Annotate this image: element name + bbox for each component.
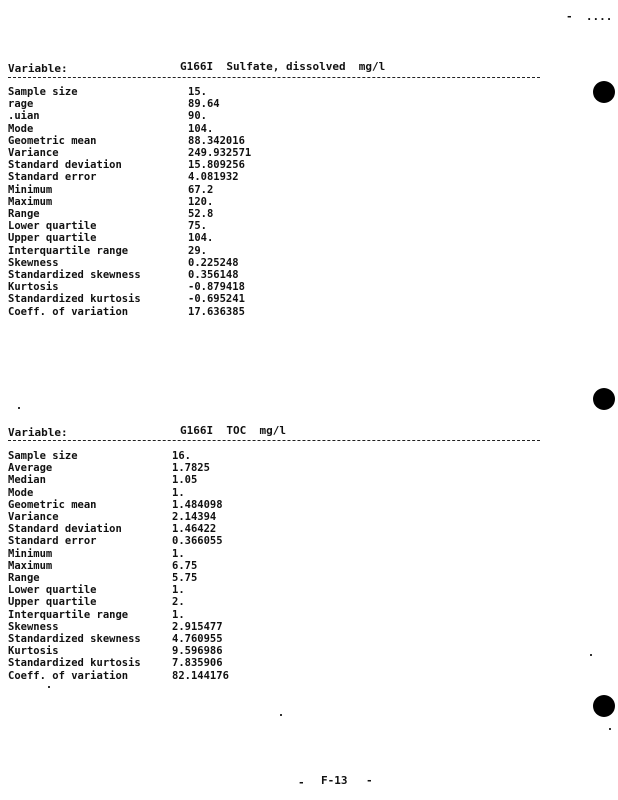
stat-label: Lower quartile bbox=[8, 584, 97, 597]
stat-label: rage bbox=[8, 98, 34, 111]
stat-label: Sample size bbox=[8, 450, 78, 462]
stat-label: Coeff. of variation bbox=[8, 669, 129, 682]
stat-value: 7.835906 bbox=[172, 657, 223, 670]
footer-dash-left: - bbox=[298, 776, 305, 789]
stat-label: .uian bbox=[8, 110, 40, 123]
stat-value: 15. bbox=[188, 86, 207, 98]
stats-table bbox=[8, 86, 308, 326]
stat-value: 0.356148 bbox=[188, 269, 239, 281]
stat-label: Standardized kurtosis bbox=[8, 293, 141, 306]
stat-value: 1.7825 bbox=[172, 462, 210, 475]
stat-value: 67.2 bbox=[188, 183, 214, 196]
stat-value: 1. bbox=[172, 486, 185, 499]
header-divider bbox=[8, 77, 540, 78]
stat-label: Median bbox=[8, 474, 46, 487]
stat-value: 1. bbox=[172, 584, 185, 597]
stat-label: Mode bbox=[8, 486, 34, 499]
header-divider bbox=[8, 440, 540, 441]
variable-label: Variable: bbox=[8, 426, 68, 439]
footer-dash-right: - bbox=[366, 774, 373, 787]
stat-label: Mode bbox=[8, 122, 34, 135]
stat-value: 17.636385 bbox=[188, 305, 245, 318]
stat-value: 75. bbox=[188, 220, 207, 233]
stat-label: Coeff. of variation bbox=[8, 305, 129, 318]
stat-value: 52.8 bbox=[188, 208, 214, 220]
stat-label: Range bbox=[8, 572, 40, 584]
variable-name: G166I TOC mg/l bbox=[180, 424, 286, 437]
punch-hole bbox=[593, 81, 615, 103]
stat-value: -0.695241 bbox=[188, 293, 245, 306]
stat-label: Variance bbox=[8, 147, 59, 159]
stat-label: Minimum bbox=[8, 547, 53, 560]
scan-speck bbox=[609, 728, 611, 730]
punch-hole bbox=[593, 695, 615, 717]
stat-label: Skewness bbox=[8, 256, 59, 269]
page-number: F-13 bbox=[321, 774, 348, 787]
variable-name: G166I Sulfate, dissolved mg/l bbox=[180, 60, 386, 73]
stat-label: Upper quartile bbox=[8, 596, 97, 609]
stat-value: 15.809256 bbox=[188, 159, 245, 172]
stat-value: 89.64 bbox=[188, 98, 220, 111]
stat-label: Range bbox=[8, 208, 40, 220]
stat-value: 6.75 bbox=[172, 559, 198, 572]
stat-value: 249.932571 bbox=[188, 147, 252, 159]
punch-hole bbox=[593, 388, 615, 410]
stat-value: 88.342016 bbox=[188, 134, 245, 147]
stat-value: 104. bbox=[188, 232, 214, 245]
stat-value: 4.760955 bbox=[172, 633, 223, 645]
scan-speck bbox=[590, 654, 592, 656]
stat-value: 2.14394 bbox=[172, 511, 217, 523]
stat-value: -0.879418 bbox=[188, 281, 245, 294]
stat-value: 2.915477 bbox=[172, 620, 223, 633]
stat-label: Standardized skewness bbox=[8, 269, 141, 281]
stat-label: Standard error bbox=[8, 535, 97, 548]
stat-label: Interquartile range bbox=[8, 244, 129, 257]
stat-label: Lower quartile bbox=[8, 220, 97, 233]
stat-label: Standardized kurtosis bbox=[8, 657, 141, 670]
stat-value: 1.46422 bbox=[172, 523, 217, 536]
stat-value: 9.596986 bbox=[172, 645, 223, 658]
variable-label: Variable: bbox=[8, 62, 68, 75]
stat-label: Maximum bbox=[8, 195, 53, 208]
stat-value: 4.081932 bbox=[188, 171, 239, 184]
scan-speck bbox=[48, 686, 50, 688]
stat-label: Upper quartile bbox=[8, 232, 97, 245]
stat-label: Standard deviation bbox=[8, 523, 122, 536]
scan-speck bbox=[18, 407, 20, 409]
scan-speck bbox=[280, 714, 282, 716]
corner-mark: - .... bbox=[566, 10, 613, 23]
stat-label: Geometric mean bbox=[8, 498, 97, 511]
stat-value: 0.366055 bbox=[172, 535, 223, 548]
stat-label: Minimum bbox=[8, 183, 53, 196]
stat-value: 104. bbox=[188, 122, 214, 135]
stat-label: Kurtosis bbox=[8, 281, 59, 294]
stat-value: 16. bbox=[172, 450, 191, 462]
stat-value: 29. bbox=[188, 244, 207, 257]
stat-value: 120. bbox=[188, 195, 214, 208]
stat-value: 1. bbox=[172, 547, 185, 560]
stat-label: Standardized skewness bbox=[8, 633, 141, 645]
stat-label: Kurtosis bbox=[8, 645, 59, 658]
stat-label: Average bbox=[8, 462, 53, 475]
stat-label: Sample size bbox=[8, 86, 78, 98]
stat-label: Maximum bbox=[8, 559, 53, 572]
stat-value: 82.144176 bbox=[172, 669, 229, 682]
stat-value: 1.484098 bbox=[172, 498, 223, 511]
stat-label: Standard error bbox=[8, 171, 97, 184]
stat-value: 1.05 bbox=[172, 474, 198, 487]
stat-label: Standard deviation bbox=[8, 159, 122, 172]
stat-value: 5.75 bbox=[172, 572, 198, 584]
stats-table bbox=[8, 450, 308, 690]
stat-label: Geometric mean bbox=[8, 134, 97, 147]
stat-label: Skewness bbox=[8, 620, 59, 633]
stat-label: Variance bbox=[8, 511, 59, 523]
stat-value: 0.225248 bbox=[188, 256, 239, 269]
stat-label: Interquartile range bbox=[8, 608, 129, 621]
stat-value: 1. bbox=[172, 608, 185, 621]
stat-value: 2. bbox=[172, 596, 185, 609]
stat-value: 90. bbox=[188, 110, 207, 123]
